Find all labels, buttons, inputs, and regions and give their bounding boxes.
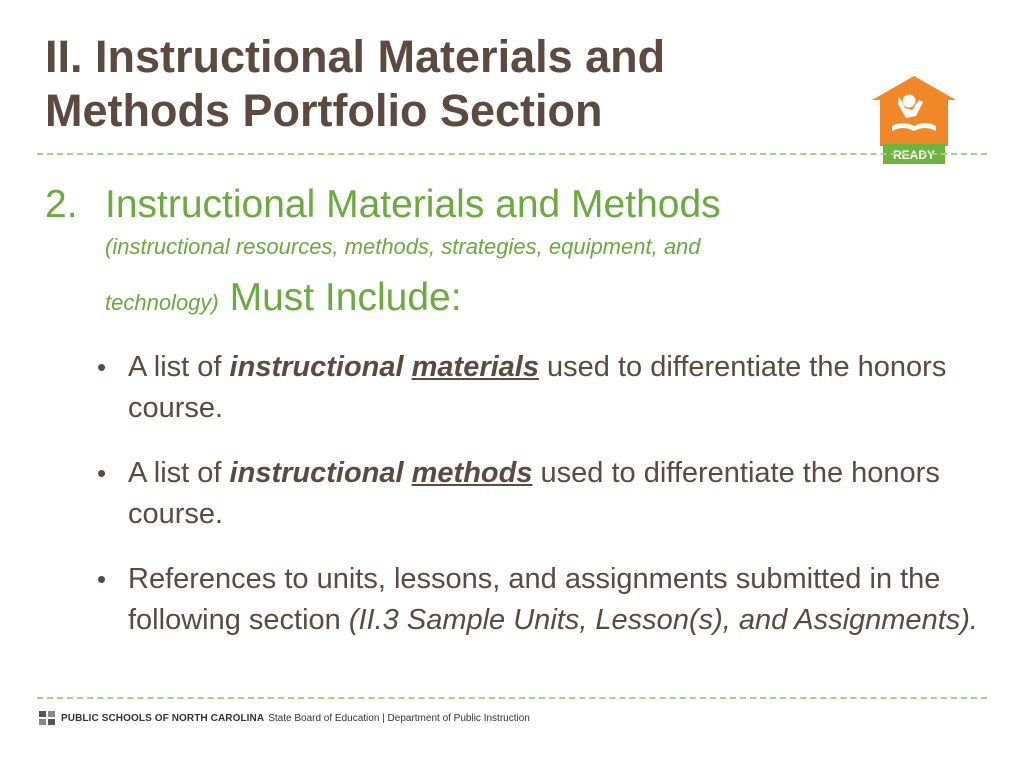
heading-subtitle-italic: technology) xyxy=(105,290,219,315)
list-item-text: used to differentiate the honors course. xyxy=(128,351,947,424)
list-item xyxy=(97,559,997,641)
list-item xyxy=(97,453,997,535)
heading-must-include: Must Include: xyxy=(218,276,462,319)
list-item xyxy=(97,347,997,429)
footer-department: State Board of Education | Department of Public Instruction xyxy=(268,712,530,724)
list-item-space xyxy=(404,457,412,489)
heading-subtitle-line1: (instructional resources, methods, strategies, equipment, and xyxy=(105,234,701,259)
nc-schools-seal-icon xyxy=(38,709,56,727)
list-item-underlined: materials xyxy=(411,351,539,383)
list-item-underlined: methods xyxy=(411,457,533,489)
requirements-list xyxy=(97,347,997,665)
ready-logo-text: READY xyxy=(892,148,936,162)
list-item-bold: instructional xyxy=(229,457,404,489)
list-item-space xyxy=(404,351,412,383)
slide-title xyxy=(45,30,835,138)
list-item-italic: (II.3 Sample Units, Lesson(s), and Assignments). xyxy=(348,604,978,636)
bullet-icon: • xyxy=(97,352,107,382)
heading-subtitle-line2 xyxy=(105,276,462,320)
footer-organization: PUBLIC SCHOOLS OF NORTH CAROLINA xyxy=(61,712,265,724)
bullet-icon: • xyxy=(97,564,107,594)
heading-number: 2. xyxy=(45,183,78,226)
list-item-text: References to units, lessons, and assignments submitted in the following section xyxy=(128,563,941,636)
bottom-dashed-divider xyxy=(37,697,987,699)
slide-title-line2: Methods Portfolio Section xyxy=(45,85,603,136)
list-item-text: A list of xyxy=(128,351,230,383)
heading-main: Instructional Materials and Methods xyxy=(105,183,721,226)
list-item-bold: instructional xyxy=(229,351,404,383)
list-item-text: used to differentiate the honors course. xyxy=(128,457,940,530)
bullet-icon: • xyxy=(97,458,107,488)
list-item-text: A list of xyxy=(128,457,230,489)
top-dashed-divider xyxy=(37,153,987,155)
slide-title-line1: II. Instructional Materials and xyxy=(45,31,666,82)
footer xyxy=(38,707,530,729)
